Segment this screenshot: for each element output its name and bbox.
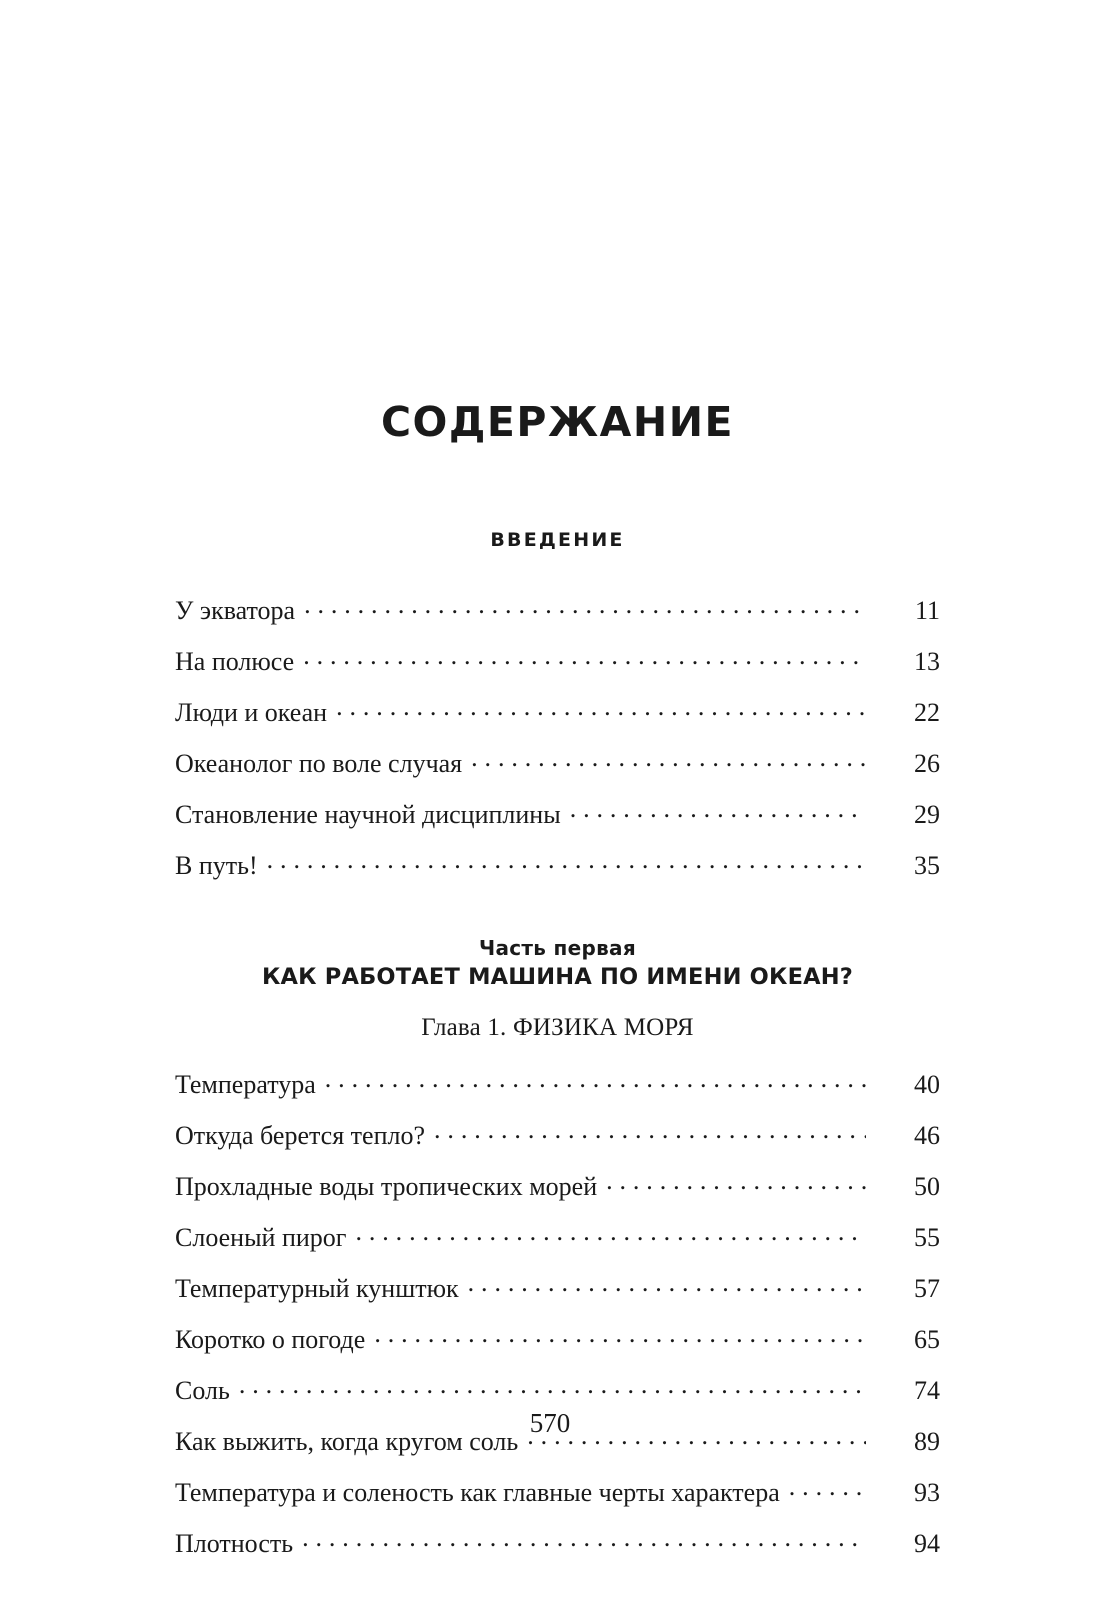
toc-entry-page: 26 [914,749,940,779]
dot-leader [239,1373,866,1399]
toc-entry[interactable] [175,593,940,624]
toc-entry[interactable] [175,644,940,675]
toc-entry[interactable] [175,1271,940,1302]
toc-entry-page: 22 [914,698,940,728]
toc-entry[interactable] [175,848,940,879]
toc-entry[interactable] [175,797,940,828]
toc-entry[interactable] [175,1322,940,1353]
toc-entry-page: 11 [914,596,940,626]
toc-entry-page: 40 [914,1070,940,1100]
toc-entry-page: 65 [914,1325,940,1355]
part-label: Часть первая [478,936,636,961]
toc-content [175,0,940,1557]
folio-page-number: 570 [529,1408,571,1438]
toc-entry-label: Становление научной дисциплины [175,800,561,830]
toc-entry-label: Плотность [175,1529,294,1559]
toc-entry-label: Коротко о погоде [175,1325,366,1355]
toc-entry[interactable] [175,1475,940,1506]
toc-entry-page: 94 [914,1529,940,1559]
dot-leader [434,1118,866,1144]
toc-list-chapter-1 [175,1067,940,1557]
section-heading-introduction: ВВЕДЕНИЕ [490,529,625,552]
toc-list-introduction [175,593,940,879]
toc-entry-label: Температура [175,1070,316,1100]
toc-entry-page: 93 [914,1478,940,1508]
toc-entry-label: Люди и океан [175,698,328,728]
dot-leader [355,1220,866,1246]
toc-entry[interactable] [175,746,940,777]
dot-leader [468,1271,866,1297]
toc-entry[interactable] [175,1526,940,1557]
dot-leader [471,746,866,772]
toc-entry-page: 35 [914,851,940,881]
toc-entry-page: 55 [914,1223,940,1253]
toc-entry[interactable] [175,695,940,726]
toc-entry-label: На полюсе [175,647,295,677]
toc-entry-page: 46 [914,1121,940,1151]
toc-entry-page: 57 [914,1274,940,1304]
dot-leader [325,1067,866,1093]
dot-leader [267,848,866,874]
toc-entry-label: У экватора [175,596,296,626]
dot-leader [304,593,866,619]
toc-entry-label: Температурный кунштюк [175,1274,459,1304]
toc-entry[interactable] [175,1067,940,1098]
part-title: КАК РАБОТАЕТ МАШИНА ПО ИМЕНИ ОКЕАН? [261,964,854,991]
toc-entry[interactable] [175,1373,940,1404]
dot-leader [336,695,866,721]
toc-entry-page: 89 [914,1427,940,1457]
part-heading [175,935,940,992]
dot-leader [303,644,866,670]
dot-leader [374,1322,866,1348]
toc-entry-label: Температура и соленость как главные черты характера [175,1478,780,1508]
dot-leader [570,797,866,823]
toc-entry-label: Откуда берется тепло? [175,1121,426,1151]
chapter-heading: Глава 1. ФИЗИКА МОРЯ [421,1014,694,1042]
toc-entry-page: 29 [914,800,940,830]
toc-entry-page: 13 [914,647,940,677]
toc-entry-page: 50 [914,1172,940,1202]
toc-entry-page: 74 [914,1376,940,1406]
toc-entry-label: Слоеный пирог [175,1223,347,1253]
toc-entry-label: Океанолог по воле случая [175,749,463,779]
toc-entry[interactable] [175,1169,940,1200]
toc-entry-label: Прохладные воды тропических морей [175,1172,598,1202]
toc-entry-label: В путь! [175,851,258,881]
toc-entry-label: Как выжить, когда кругом соль [175,1427,519,1457]
dot-leader [789,1475,866,1501]
toc-entry-label: Соль [175,1376,230,1406]
dot-leader [302,1526,866,1552]
toc-entry[interactable] [175,1220,940,1251]
dot-leader [606,1169,866,1195]
toc-entry[interactable] [175,1118,940,1149]
page-title: СОДЕРЖАНИЕ [380,398,735,446]
